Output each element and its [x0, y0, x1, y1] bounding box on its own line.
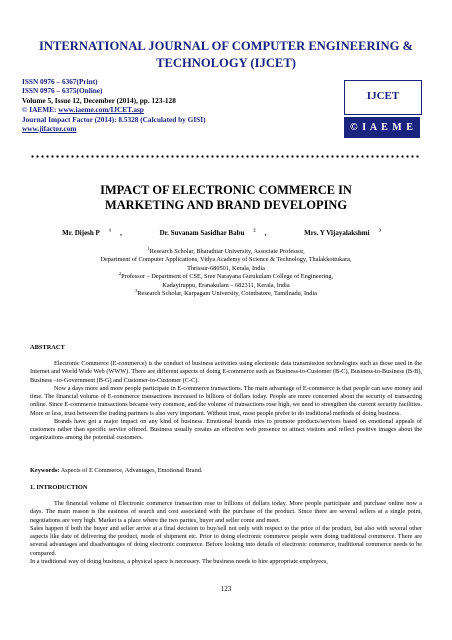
- introduction-body: [30, 500, 422, 566]
- keywords-label: Keywords:: [30, 467, 60, 474]
- intro-paragraph: The financial volume of Electronic commerce transaction rose to billions of dollars today. More people participate and purchase online now a days. The main reason is the easiness of search and cost associated with the purchase of the product. Since there are several sellers at a single point, negotiations are very high. Market is a place where the two parties, buyer and seller come and meet.: [30, 500, 422, 524]
- volume-info: Volume 5, Issue 12, December (2014), pp. 123-128: [22, 95, 176, 105]
- affiliation-line: Kadayiruppu, Eranakulam – 682311, Kerala, India: [162, 281, 290, 289]
- journal-title-line1: INTERNATIONAL JOURNAL OF COMPUTER ENGINEERING &: [39, 39, 413, 53]
- affiliation-line: $^1$Research Scholar, Bharathiar University, Associate Professor,: [147, 245, 305, 255]
- abstract-body: [30, 360, 422, 443]
- impact-factor: Journal Impact Factor (2014): 8.5328 (Calculated by GISI): [22, 114, 206, 124]
- intro-paragraph: In a traditional way of doing business, a physical space is necessary. The business needs to hire appropriate employees,: [30, 557, 328, 565]
- paper-title: [40, 183, 412, 213]
- ijcet-logo: IJCET: [344, 80, 422, 115]
- affiliation-line: $^2$Professor – Department of CSE, Sree Narayana Gurukulam College of Engineering,: [118, 271, 334, 281]
- issn-online: ISSN 0976 – 6375(Online): [22, 86, 103, 96]
- affiliations: [30, 245, 422, 298]
- journal-title: [20, 38, 432, 72]
- issn-print: ISSN 0976 – 6367(Print): [22, 77, 98, 86]
- keywords-text: Aspects of E Commerce, Advantages, Emotional Brand.: [59, 467, 203, 474]
- author-2: Dr. Suvanam Sasidhar Babu $^2$ ,: [159, 227, 267, 237]
- jifactor-link[interactable]: www.jifactor.com: [22, 124, 77, 134]
- iaeme-line: [22, 105, 312, 114]
- iaeme-logo: © I A E M E: [344, 117, 420, 138]
- affiliation-line: Department of Computer Applications, Vidya Academy of Science & Technology, Thalakkottukara,: [100, 256, 352, 264]
- keywords: [30, 467, 422, 475]
- abstract-paragraph: Electronic Commerce (E-commerce) is the conduct of business activities using electronic data transmission technologies such as those used in the Internet and World Wide Web (WWW). There are different aspects of doing E-commerce such as Business-to-Customer (B-C), Business-to-Business (B-B), Business –to-Government (B-G) and Customer-to-Customer (C-C).: [30, 360, 422, 384]
- page-number: 123: [220, 585, 232, 593]
- abstract-paragraph: Brands have got a major impact on any kind of business. Emotional brands tries to promote products/services based on emotional appeals of customers rather than specific service offered. Business usually creates an effective web presence to attract visitors and reflect positive images about the organizations among the potential customers.: [30, 417, 422, 442]
- author-list: [20, 229, 432, 238]
- journal-meta: [22, 77, 312, 133]
- journal-title-line2: TECHNOLOGY (IJCET): [156, 56, 296, 70]
- iaeme-link[interactable]: www.iaeme.com/IJCET.asp: [58, 105, 144, 115]
- abstract-heading: ABSTRACT: [30, 344, 65, 351]
- paper-title-line1: IMPACT OF ELECTRONIC COMMERCE IN: [100, 183, 352, 197]
- iaeme-prefix: © IAEME:: [22, 105, 59, 115]
- dotted-divider: [30, 155, 420, 158]
- author-1: Mr. Dijesh P $^1$ ,: [62, 227, 122, 237]
- abstract-paragraph: Now a days more and more people participate in E-commerce transactions. The main advantage of E-commerce is that people can save money and time. The financial volume of E-commerce transactions increased to billions of dollars today. People are more concerned about the security of transacting online. Since E-commerce transactions became very common, and the volume of transactions rose high, we need to strengthen the current security facilities. More or less, trust between the trading partners is also very important. Without trust, most people prefer to do traditional methods of doing business.: [30, 384, 422, 417]
- intro-paragraph: Sales happen if both the buyer and seller arrive at a final decision to buy/sell not only with respect to the price of the product, but also with several other aspects like date of delivering the product, mode of shipment etc. Prior to doing electronic commerce people were doing traditional commerce. There are several advantages and disadvantages of doing electronic commerce. Before looking into details of electronic commerce, traditional commerce needs to be compared.: [30, 524, 422, 557]
- author-3: Mrs. Y Vijayalakshmi $^3$: [304, 227, 381, 237]
- introduction-heading: 1. INTRODUCTION: [30, 484, 88, 491]
- affiliation-line: $^3$Research Scholar, Karpagam University, Coimbatore, Tamilnadu, India: [135, 287, 317, 298]
- affiliation-line: Thrissur-680501, Kerala, India: [187, 264, 265, 272]
- paper-title-line2: MARKETING AND BRAND DEVELOPING: [105, 198, 347, 212]
